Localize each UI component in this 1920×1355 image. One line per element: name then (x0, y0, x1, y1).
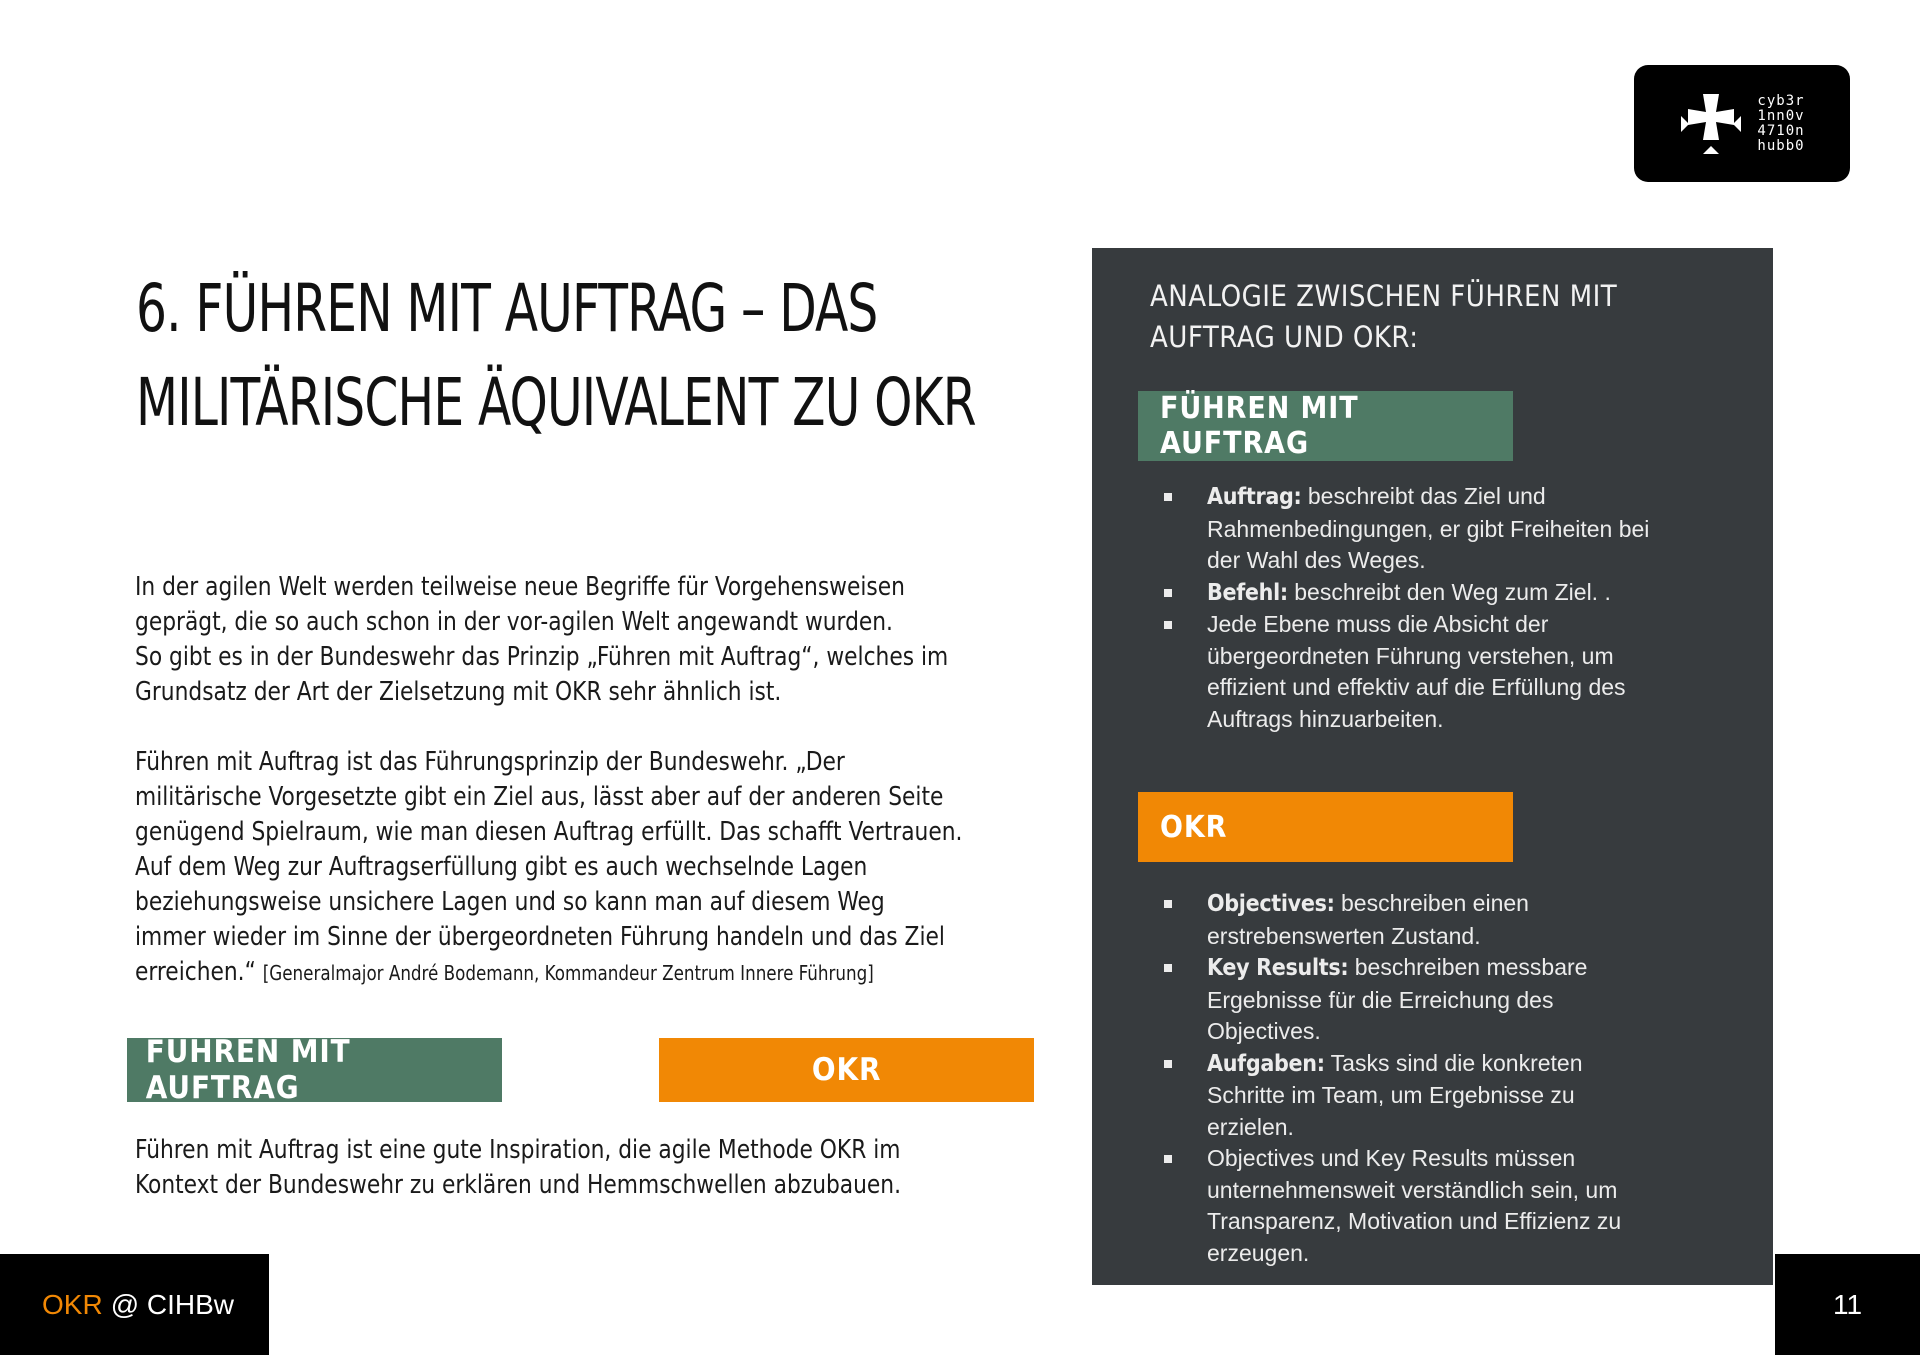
text-line: immer wieder im Sinne der übergeordneten Führung handeln und das Ziel (135, 922, 945, 952)
text-line: Grundsatz der Art der Zielsetzung mit OKR sehr ähnlich ist. (135, 677, 782, 707)
page-number-label: 11 (1832, 1288, 1863, 1320)
desc: Transparenz, Motivation und Effizienz zu (1207, 1208, 1622, 1234)
badge-label: OKR (811, 1052, 882, 1088)
text-line: Führen mit Auftrag ist das Führungsprinzip der Bundeswehr. „Der (135, 747, 845, 777)
desc: Auftrags hinzuarbeiten. (1207, 705, 1444, 732)
panel-title (1150, 276, 1672, 358)
title-line-2: MILITÄRISCHE ÄQUIVALENT ZU OKR (136, 364, 976, 441)
desc: Schritte im Team, um Ergebnisse zu (1207, 1082, 1575, 1108)
text-line: So gibt es in der Bundeswehr das Prinzip „Führen mit Auftrag“, welches im (135, 642, 949, 672)
footer-brand (0, 1254, 269, 1355)
text-line (135, 955, 1009, 991)
list-item (1157, 609, 1757, 735)
list-item (1157, 481, 1757, 577)
term: Key Results: (1207, 955, 1349, 981)
list-item (1157, 577, 1757, 610)
term: Befehl: (1207, 579, 1288, 606)
list-item (1157, 952, 1757, 1048)
panel-heading-label: FÜHREN MIT AUFTRAG (1160, 391, 1359, 461)
badge-fuehren-mit-auftrag (127, 1034, 502, 1106)
term: Auftrag: (1207, 484, 1302, 510)
desc: Tasks sind die konkreten (1324, 1049, 1583, 1076)
text-line: genügend Spielraum, wie man diesen Auftrag erfüllt. Das schafft Vertrauen. (135, 817, 963, 847)
desc: Ergebnisse für die Erreichung des (1207, 986, 1554, 1013)
list-item (1157, 888, 1757, 952)
badge-okr (659, 1038, 1034, 1102)
panel-heading-fuehren (1138, 391, 1513, 461)
closing-paragraph (135, 1133, 1009, 1203)
panel-title-line: ANALOGIE ZWISCHEN FÜHREN MIT (1150, 279, 1618, 313)
title-line-1: 6. FÜHREN MIT AUFTRAG – DAS (136, 270, 878, 347)
list-okr (1157, 888, 1757, 1269)
quote-source: [Generalmajor André Bodemann, Kommandeur Zentrum Innere Führung] (262, 961, 874, 985)
text-line: Kontext der Bundeswehr zu erklären und Hemmschwellen abzubauen. (135, 1170, 902, 1200)
iron-cross-icon (1679, 92, 1743, 156)
intro-paragraph (135, 570, 1009, 710)
logo-line: cyb3r (1757, 92, 1805, 109)
logo-line: 1nn0v (1757, 107, 1805, 124)
desc: Objectives. (1207, 1018, 1321, 1044)
desc: erzielen. (1207, 1113, 1294, 1140)
text-line: beziehungsweise unsichere Lagen und so kann man auf diesem Weg (135, 887, 885, 917)
desc: beschreiben einen (1334, 890, 1529, 916)
logo-wordmark (1757, 94, 1804, 154)
text-line: geprägt, die so auch schon in der vor-agilen Welt angewandt wurden. (135, 607, 893, 637)
text-line: Führen mit Auftrag ist eine gute Inspiration, die agile Methode OKR im (135, 1135, 901, 1165)
quote-paragraph (135, 745, 1009, 991)
term: Objectives: (1207, 891, 1335, 917)
desc: beschreiben messbare (1348, 954, 1588, 980)
text-line: Auf dem Weg zur Auftragserfüllung gibt es auch wechselnde Lagen (135, 852, 868, 882)
list-item (1157, 1143, 1757, 1269)
page-title (136, 262, 976, 450)
list-fuehren-mit-auftrag (1157, 481, 1757, 735)
desc: beschreibt das Ziel und (1301, 483, 1546, 509)
panel-title-line: AUFTRAG UND OKR: (1150, 320, 1419, 354)
logo-line: hubb0 (1757, 137, 1805, 154)
desc: erzeugen. (1207, 1239, 1310, 1266)
text-line: In der agilen Welt werden teilweise neue Begriffe für Vorgehensweisen (135, 572, 905, 602)
desc: beschreibt den Weg zum Ziel. . (1287, 578, 1611, 605)
list-item (1157, 1048, 1757, 1144)
logo (1634, 65, 1850, 182)
desc: Rahmenbedingungen, er gibt Freiheiten bei (1207, 515, 1650, 542)
term: Aufgaben: (1207, 1050, 1325, 1077)
panel-heading-okr (1138, 792, 1513, 862)
desc: übergeordneten Führung verstehen, um (1207, 642, 1614, 669)
page-number (1775, 1254, 1920, 1355)
footer-brand-accent: OKR (42, 1288, 103, 1320)
desc: Jede Ebene muss die Absicht der (1207, 611, 1549, 637)
desc: effizient und effektiv auf die Erfüllung des (1207, 674, 1626, 700)
desc: Objectives und Key Results müssen (1207, 1145, 1576, 1171)
footer-brand-text: @ CIHBw (110, 1288, 235, 1320)
text-line: militärische Vorgesetzte gibt ein Ziel aus, lässt aber auf der anderen Seite (135, 782, 944, 812)
desc: der Wahl des Weges. (1207, 547, 1426, 573)
desc: erstrebenswerten Zustand. (1207, 922, 1481, 949)
desc: unternehmensweit verständlich sein, um (1207, 1176, 1618, 1203)
badge-label: FÜHREN MIT AUFTRAG (145, 1034, 351, 1106)
quote-end: erreichen.“ (135, 957, 256, 987)
panel-heading-label: OKR (1160, 809, 1228, 845)
logo-line: 4710n (1757, 122, 1805, 139)
